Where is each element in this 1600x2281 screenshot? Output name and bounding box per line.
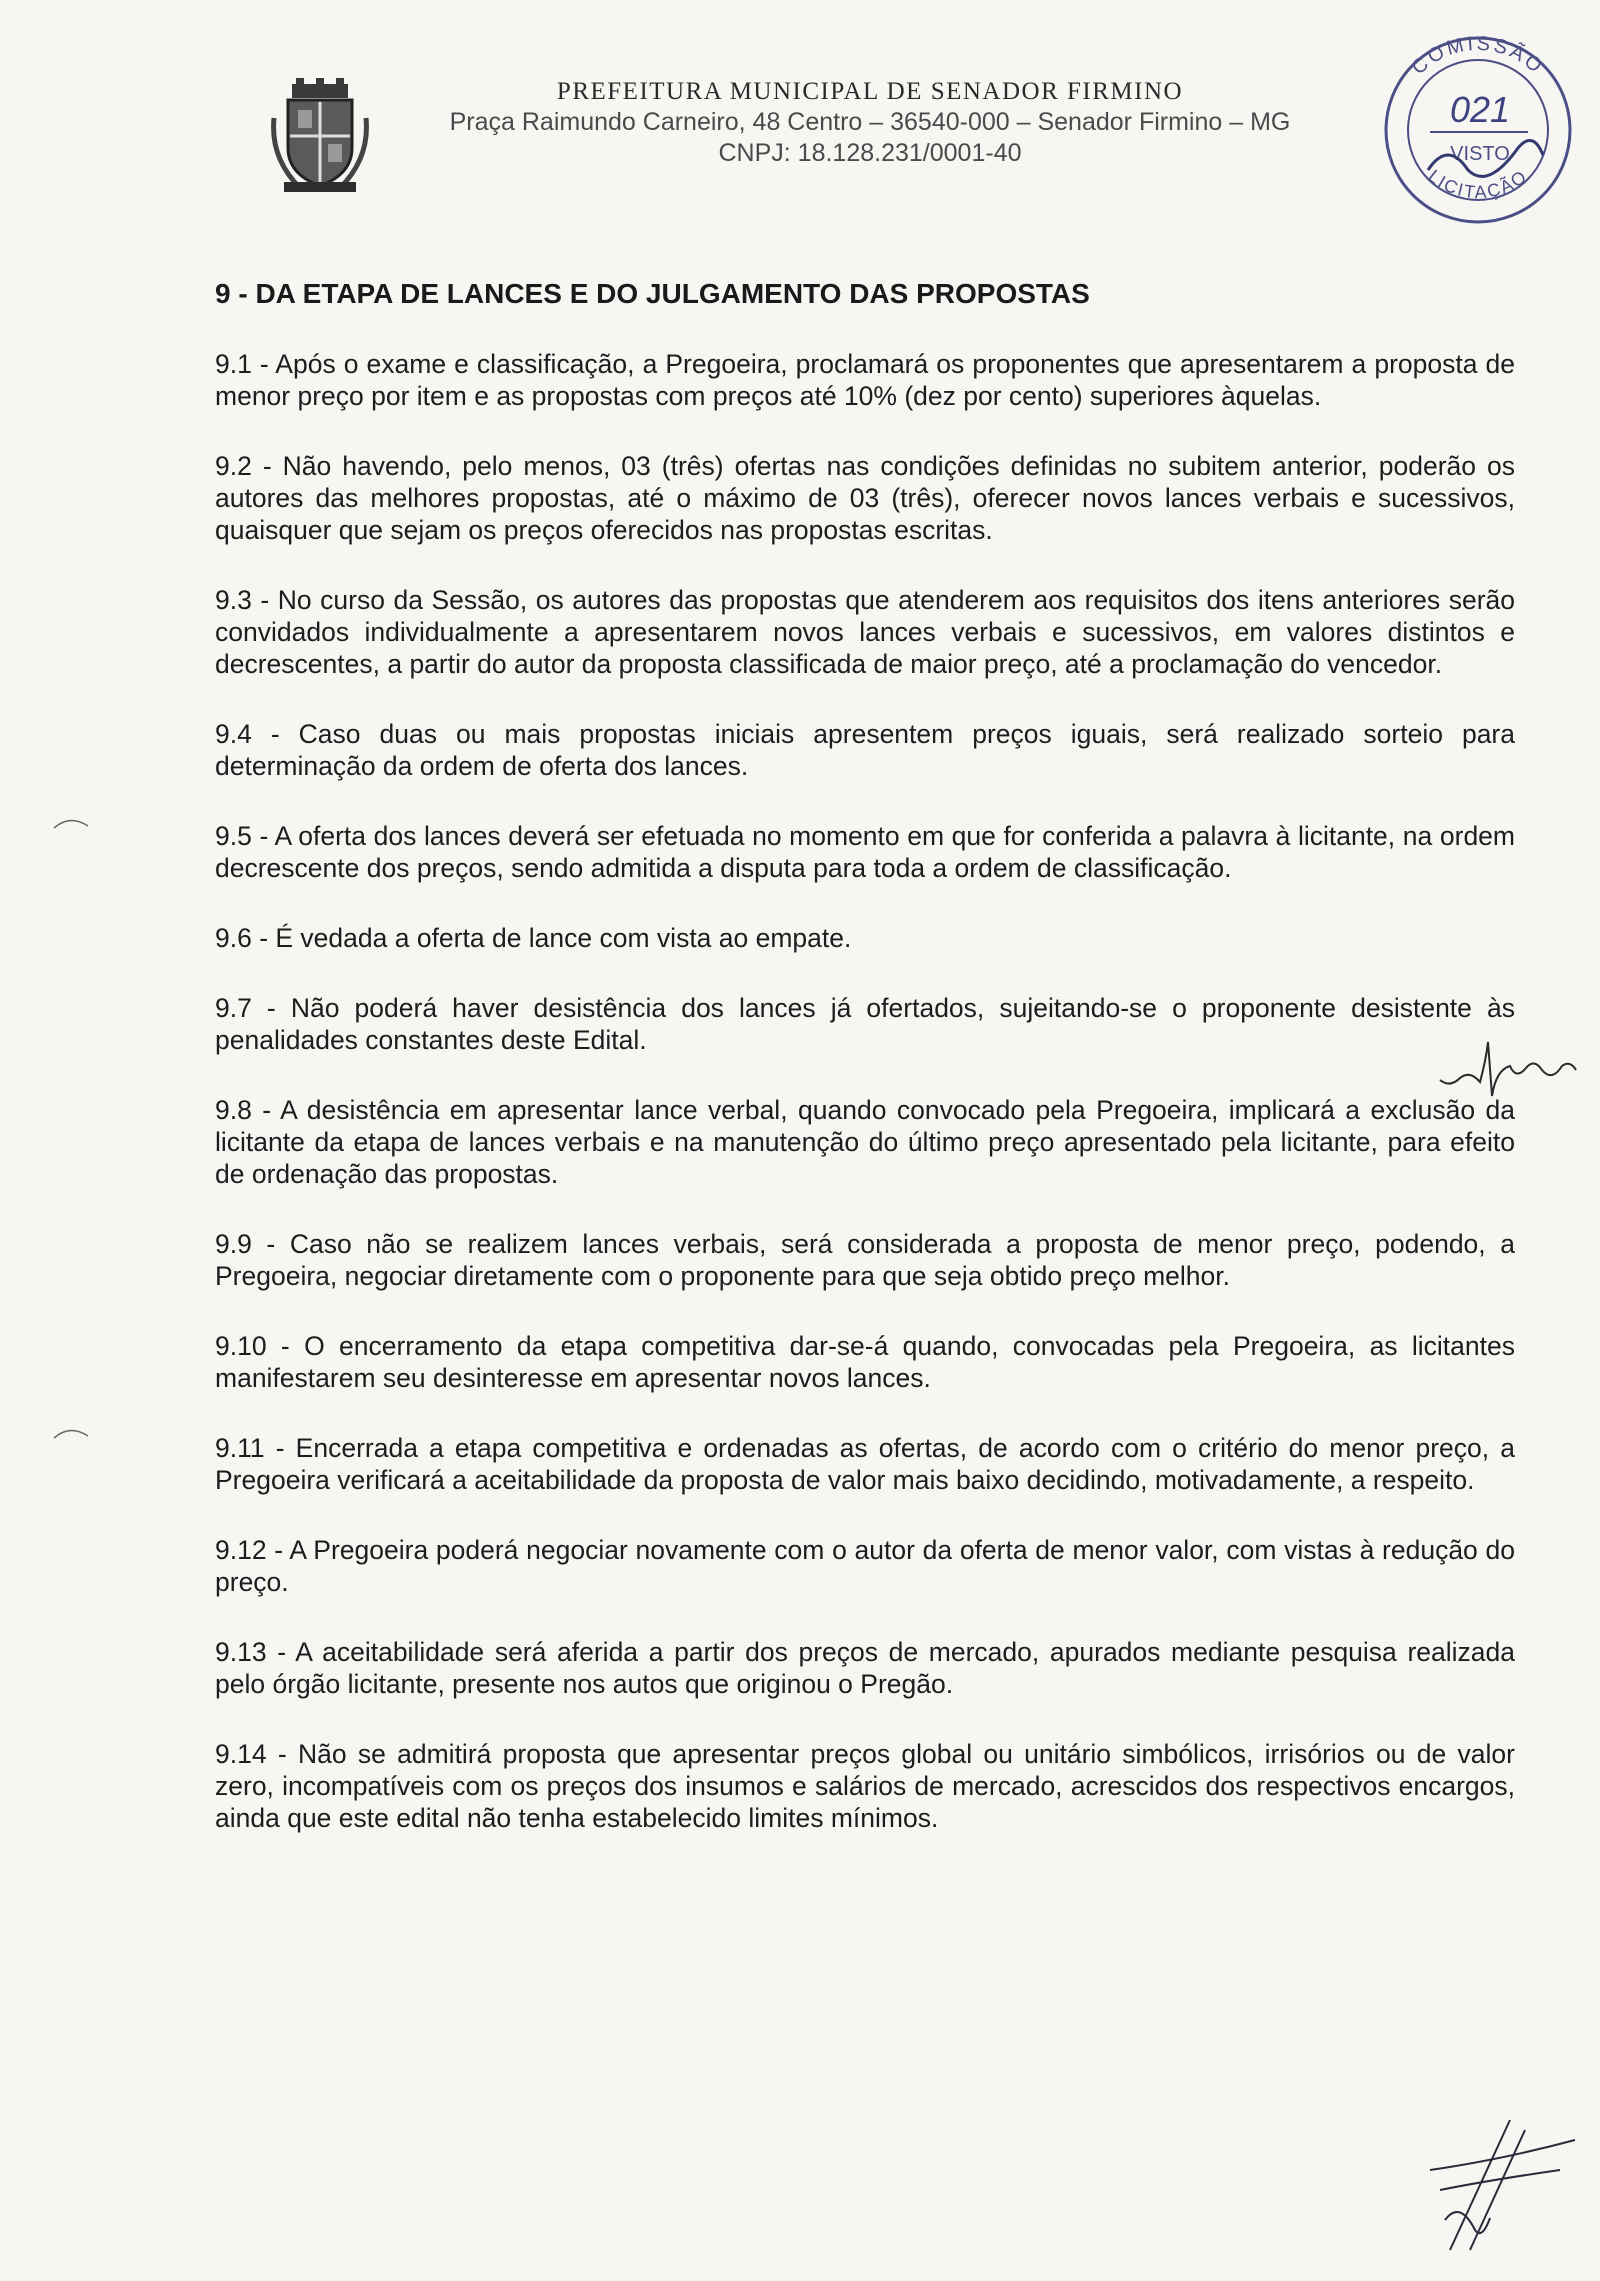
clause-9-13: 9.13 - A aceitabilidade será aferida a partir dos preços de mercado, apurados mediante pesquisa realizada pelo órgão licitante, presente nos autos que originou o Pregão. — [215, 1637, 1515, 1699]
stamp-text-bottom: LICITAÇÃO — [1424, 165, 1532, 203]
svg-text:LICITAÇÃO — [1424, 166, 1531, 203]
organization-name: PREFEITURA MUNICIPAL DE SENADOR FIRMINO — [556, 78, 1184, 105]
signature-icon — [1420, 2100, 1580, 2260]
clause-9-7: 9.7 - Não poderá haver desistência dos lances já ofertados, sujeitando-se o proponente desistente às penalidades constantes deste Edital. — [215, 993, 1515, 1055]
handwritten-rubric-icon — [1430, 1030, 1580, 1100]
commission-stamp — [1368, 20, 1588, 230]
clause-9-12: 9.12 - A Pregoeira poderá negociar novamente com o autor da oferta de menor valor, com vistas à redução do preço. — [215, 1535, 1515, 1597]
clause-9-11: 9.11 - Encerrada a etapa competitiva e ordenadas as ofertas, de acordo com o critério do menor preço, a Pregoeira verificará a aceitabilidade da proposta de valor mais baixo decidindo, motivadamente, a respeito. — [215, 1433, 1515, 1495]
margin-punch-mark — [52, 812, 92, 832]
clause-9-10: 9.10 - O encerramento da etapa competitiva dar-se-á quando, convocadas pela Pregoeira, as licitantes manifestarem seu desinteresse em apresentar novos lances. — [215, 1331, 1515, 1393]
coat-of-arms-icon — [270, 78, 370, 196]
clause-9-5: 9.5 - A oferta dos lances deverá ser efetuada no momento em que for conferida a palavra à licitante, na ordem decrescente dos preços, sendo admitida a disputa para toda a ordem de classificação. — [215, 821, 1515, 883]
clause-9-2: 9.2 - Não havendo, pelo menos, 03 (três) ofertas nas condições definidas no subitem anterior, poderão os autores das melhores propostas, até o máximo de 03 (três), oferecer novos lances verbais e sucessivos, quaisquer que sejam os preços oferecidos nas propostas escritas. — [215, 451, 1515, 545]
stamp-number: 021 — [1449, 89, 1511, 130]
clause-9-4: 9.4 - Caso duas ou mais propostas iniciais apresentem preços iguais, será realizado sorteio para determinação da ordem de oferta dos lances. — [215, 719, 1515, 781]
clause-9-3: 9.3 - No curso da Sessão, os autores das propostas que atenderem aos requisitos dos itens anteriores serão convidados individualmente a apresentarem novos lances verbais e sucessivos, em valores distintos e decrescentes, a partir do autor da proposta classificada de maior preço, até a proclamação do vencedor. — [215, 585, 1515, 679]
clause-9-8: 9.8 - A desistência em apresentar lance verbal, quando convocado pela Pregoeira, implicará a exclusão da licitante da etapa de lances verbais e na manutenção do último preço apresentado pela licitante, para efeito de ordenação das propostas. — [215, 1095, 1515, 1189]
stamp-visto: VISTO — [1450, 143, 1510, 165]
svg-text:COMISSÃO — [1408, 33, 1548, 79]
section-title: 9 - DA ETAPA DE LANCES E DO JULGAMENTO DAS PROPOSTAS — [215, 278, 1090, 309]
organization-address: Praça Raimundo Carneiro, 48 Centro – 36540-000 – Senador Firmino – MG — [449, 108, 1291, 136]
clause-9-9: 9.9 - Caso não se realizem lances verbais, será considerada a proposta de menor preço, podendo, a Pregoeira, negociar diretamente com o proponente para que seja obtido preço melhor. — [215, 1229, 1515, 1291]
clause-9-1: 9.1 - Após o exame e classificação, a Pregoeira, proclamará os proponentes que apresentarem a proposta de menor preço por item e as propostas com preços até 10% (dez por cento) superiores àquelas. — [215, 349, 1515, 411]
letterhead — [360, 78, 1380, 168]
stamp-text-top: COMISSÃO — [1407, 32, 1549, 80]
clause-9-14: 9.14 - Não se admitirá proposta que apresentar preços global ou unitário simbólicos, irrisórios ou de valor zero, incompatíveis com os preços dos insumos e salários de mercado, acrescidos dos respectivos encargos, ainda que este edital não tenha estabelecido limites mínimos. — [215, 1739, 1515, 1833]
margin-punch-mark — [52, 1422, 92, 1442]
organization-cnpj: CNPJ: 18.128.231/0001-40 — [718, 139, 1022, 167]
clauses-list — [215, 348, 1515, 1872]
clause-9-6: 9.6 - É vedada a oferta de lance com vista ao empate. — [215, 923, 852, 953]
